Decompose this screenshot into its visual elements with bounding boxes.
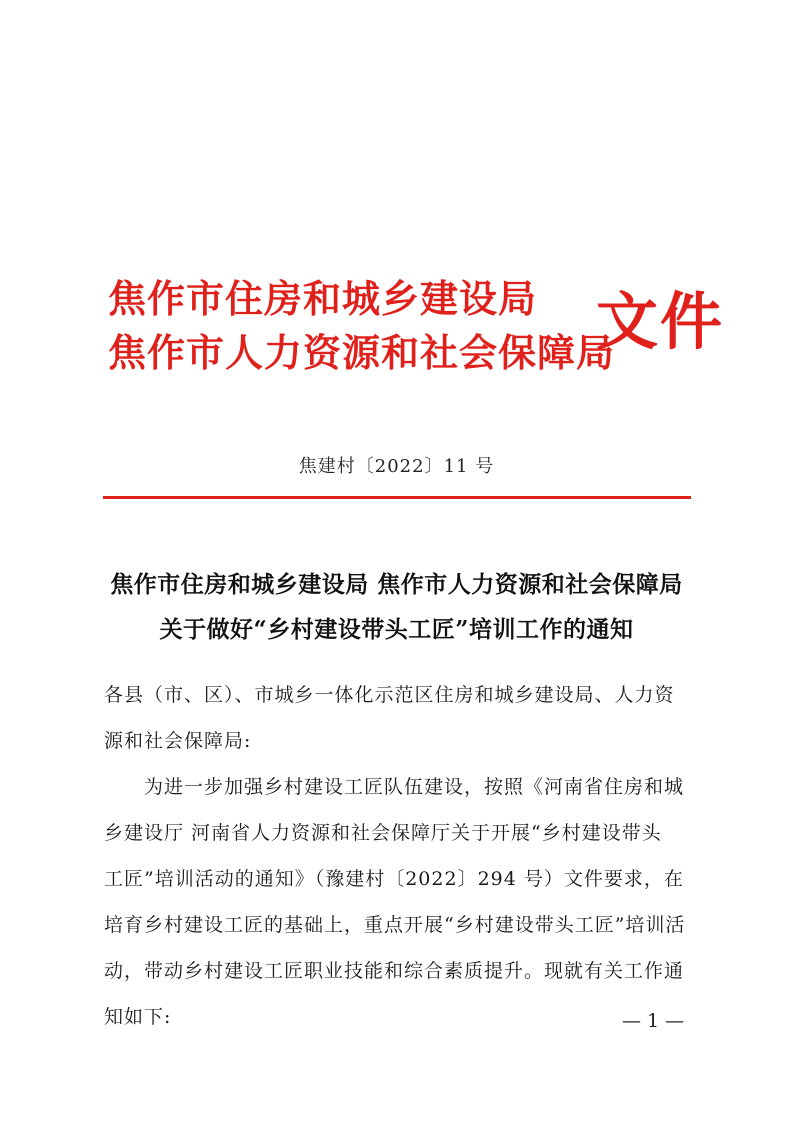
document-number: 焦建村〔2022〕11 号 <box>298 456 495 477</box>
wenjian-label: 文件 <box>596 285 725 358</box>
title-line-1: 焦作市住房和城乡建设局 焦作市人力资源和社会保障局 <box>110 571 683 598</box>
body-line-6: 培育乡村建设工匠的基础上，重点开展“乡村建设带头工匠”培训活 <box>104 914 686 936</box>
body-line-5: 工匠”培训活动的通知》（豫建村〔2022〕294 号）文件要求，在 <box>104 868 684 890</box>
agency-name-1: 焦作市住房和城乡建设局 <box>108 276 538 321</box>
body-line-7: 动，带动乡村建设工匠职业技能和综合素质提升。现就有关工作通 <box>104 960 685 982</box>
agency-name-2: 焦作市人力资源和社会保障局 <box>108 330 616 375</box>
page-number: — 1 — <box>622 1010 685 1032</box>
title-line-2: 关于做好“乡村建设带头工匠”培训工作的通知 <box>159 616 634 643</box>
body-line-8: 知如下: <box>104 1006 172 1028</box>
body-line-2: 源和社会保障局: <box>104 730 252 752</box>
body-line-4: 乡建设厅 河南省人力资源和社会保障厅关于开展“乡村建设带头 <box>104 822 662 844</box>
body-line-1: 各县（市、区）、市城乡一体化示范区住房和城乡建设局、人力资 <box>104 684 675 706</box>
red-divider <box>103 496 691 499</box>
red-header <box>108 268 725 388</box>
body-line-3: 为进一步加强乡村建设工匠队伍建设，按照《河南省住房和城 <box>104 776 685 798</box>
